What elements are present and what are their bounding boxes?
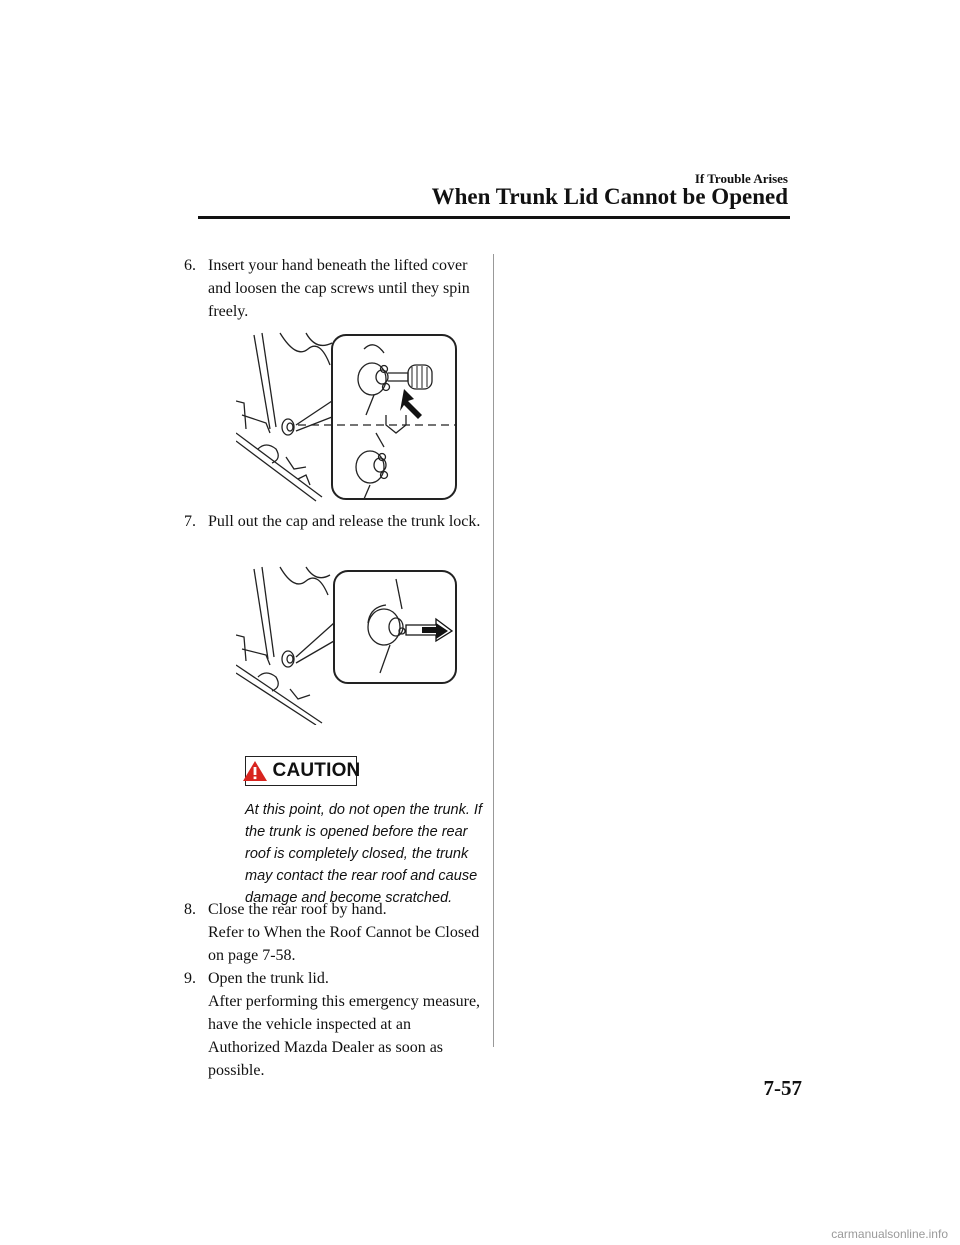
section-label: If Trouble Arises (694, 171, 788, 186)
step-reference: Refer to When the Roof Cannot be Closed on page 7-58. (208, 924, 480, 964)
step-number: 8. (184, 901, 196, 918)
page-number: 7-57 (763, 1076, 802, 1100)
column-divider (493, 254, 494, 1047)
step-8 (184, 898, 484, 967)
step-note: After performing this emergency measure, have the vehicle inspected at an Authorized Mazda Dealer as soon as possible. (208, 993, 481, 1079)
step-number: 7. (184, 513, 196, 530)
figure-pull-out-cap (236, 565, 462, 725)
step-7 (184, 510, 484, 533)
caution-text: At this point, do not open the trunk. If the trunk is opened before the rear roof is completely closed, the trunk may contact the rear roof and cause damage and become scratched. (245, 802, 482, 906)
step-9 (184, 967, 484, 1082)
caution-box (245, 756, 361, 786)
step-number: 9. (184, 970, 196, 987)
step-6 (184, 254, 484, 323)
caution-label: CAUTION (272, 760, 361, 781)
page-title: When Trunk Lid Cannot be Opened (431, 184, 788, 209)
header-rule (198, 216, 790, 219)
step-number: 6. (184, 257, 196, 274)
figure-loosen-cap-screws (236, 329, 462, 505)
step-text: Close the rear roof by hand. (208, 901, 387, 918)
step-text: Open the trunk lid. (208, 970, 329, 987)
step-text: Insert your hand beneath the lifted cover and loosen the cap screws until they spin freely. (208, 257, 470, 320)
step-text: Pull out the cap and release the trunk lock. (208, 513, 481, 530)
warning-triangle-icon (242, 760, 268, 782)
watermark: carmanualsonline.info (831, 1227, 948, 1241)
